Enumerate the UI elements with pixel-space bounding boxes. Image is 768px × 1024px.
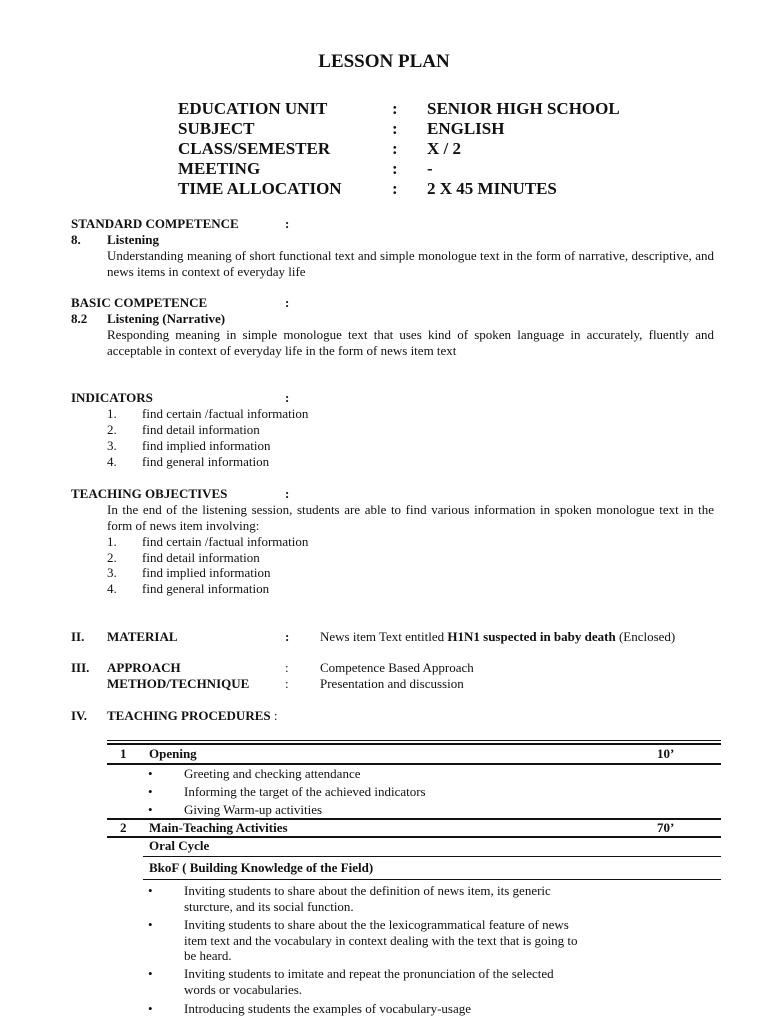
basic-competence-number: 8.2 [71,311,88,326]
procedures-label: TEACHING PROCEDURES [107,708,271,723]
section-colon: : [285,390,290,405]
list-item: Giving Warm-up activities [184,802,323,817]
standard-competence-heading: STANDARD COMPETENCE [71,216,239,231]
material-label: MATERIAL [107,629,178,644]
method-label: METHOD/TECHNIQUE [107,676,250,691]
indicator-number: 3. [107,438,117,453]
section-colon: : [285,660,289,675]
standard-competence-text: Understanding meaning of short functional text and simple monologue text in the form of narrative, descriptive, and news items in context of everyday life [107,248,714,279]
section-colon: : [285,216,290,231]
bullet-icon: • [148,883,153,898]
objective-number: 4. [107,581,117,596]
table-row-rule [143,879,721,880]
header-colon: : [392,99,398,118]
objective-item: find certain /factual information [142,534,309,549]
teaching-objectives-heading: TEACHING OBJECTIVES [71,486,228,501]
material-roman: II. [71,629,85,644]
teaching-objectives-text: In the end of the listening session, students are able to find various information in spoken monologue text in the form of news item involving: [107,502,714,533]
list-item-line: Inviting students to share about the the lexicogrammatical feature of news [184,917,569,932]
section-colon: : [285,676,289,691]
list-item-line: item text and the vocabulary in context dealing with the text that is going to [184,933,578,948]
header-value-class-semester: X / 2 [427,139,461,158]
page-title: LESSON PLAN [318,51,450,72]
indicator-item: find general information [142,454,270,469]
header-colon: : [392,179,398,198]
list-item-line: Introducing students the examples of vocabulary-usage [184,1001,471,1016]
table-row-time: 70’ [657,820,675,835]
indicator-item: find implied information [142,438,271,453]
material-title: H1N1 suspected in baby death [447,629,616,644]
section-colon: : [285,486,290,501]
basic-competence-subheading: Listening (Narrative) [107,311,226,326]
header-label-subject: SUBJECT [178,119,255,138]
header-label-meeting: MEETING [178,159,261,178]
list-item-line: Inviting students to imitate and repeat the pronunciation of the selected [184,966,554,981]
header-colon: : [392,159,398,178]
indicators-heading: INDICATORS [71,390,153,405]
table-row-time: 10’ [657,746,675,761]
list-item: Informing the target of the achieved indicators [184,784,426,799]
material-suffix: (Enclosed) [615,629,676,644]
table-row-number: 1 [120,746,127,761]
header-value-meeting: - [427,159,433,178]
header-value-subject: ENGLISH [427,119,505,138]
oral-cycle-label: Oral Cycle [149,838,210,853]
table-row-rule [107,763,721,765]
indicator-number: 2. [107,422,117,437]
objective-item: find general information [142,581,270,596]
standard-competence-subheading: Listening [107,232,160,247]
section-colon: : [285,629,290,644]
list-item-line: words or vocabularies. [184,982,303,997]
procedures-heading [107,708,277,724]
section-colon: : [273,708,278,723]
basic-competence-heading: BASIC COMPETENCE [71,295,208,310]
list-item: Greeting and checking attendance [184,766,361,781]
table-row-title: Opening [149,746,197,761]
header-label-time-allocation: TIME ALLOCATION [178,179,342,198]
bkof-label: BkoF ( Building Knowledge of the Field) [149,860,374,875]
bullet-icon: • [148,966,153,981]
header-value-time-allocation: 2 X 45 MINUTES [427,179,557,198]
basic-competence-text: Responding meaning in simple monologue text that uses kind of spoken language in accurately, fluently and acceptable in context of everyday life in the form of news item text [107,327,714,358]
standard-competence-number: 8. [71,232,81,247]
list-item-line: Inviting students to share about the definition of news item, its generic [184,883,551,898]
objective-item: find implied information [142,565,271,580]
section-colon: : [285,295,290,310]
approach-value: Competence Based Approach [320,660,474,675]
method-value: Presentation and discussion [320,676,464,691]
indicator-number: 1. [107,406,117,421]
approach-label: APPROACH [107,660,181,675]
objective-item: find detail information [142,550,260,565]
bullet-icon: • [148,917,153,932]
table-row-title: Main-Teaching Activities [149,820,288,835]
table-top-rule [107,743,721,745]
header-colon: : [392,139,398,158]
material-prefix: News item Text entitled [320,629,448,644]
bullet-icon: • [148,1001,153,1016]
objective-number: 2. [107,550,117,565]
header-value-education-unit: SENIOR HIGH SCHOOL [427,99,620,118]
header-label-education-unit: EDUCATION UNIT [178,99,328,118]
header-colon: : [392,119,398,138]
indicator-number: 4. [107,454,117,469]
list-item-line: be heard. [184,948,232,963]
list-item-line: sturcture, and its social function. [184,899,354,914]
bullet-icon: • [148,784,153,799]
bullet-icon: • [148,766,153,781]
table-row-rule [143,856,721,857]
material-value [320,629,675,645]
table-row-number: 2 [120,820,127,835]
procedures-roman: IV. [71,708,88,723]
approach-roman: III. [71,660,90,675]
objective-number: 3. [107,565,117,580]
header-label-class-semester: CLASS/SEMESTER [178,139,331,158]
indicator-item: find detail information [142,422,260,437]
table-top-rule [107,740,721,741]
objective-number: 1. [107,534,117,549]
bullet-icon: • [148,802,153,817]
indicator-item: find certain /factual information [142,406,309,421]
